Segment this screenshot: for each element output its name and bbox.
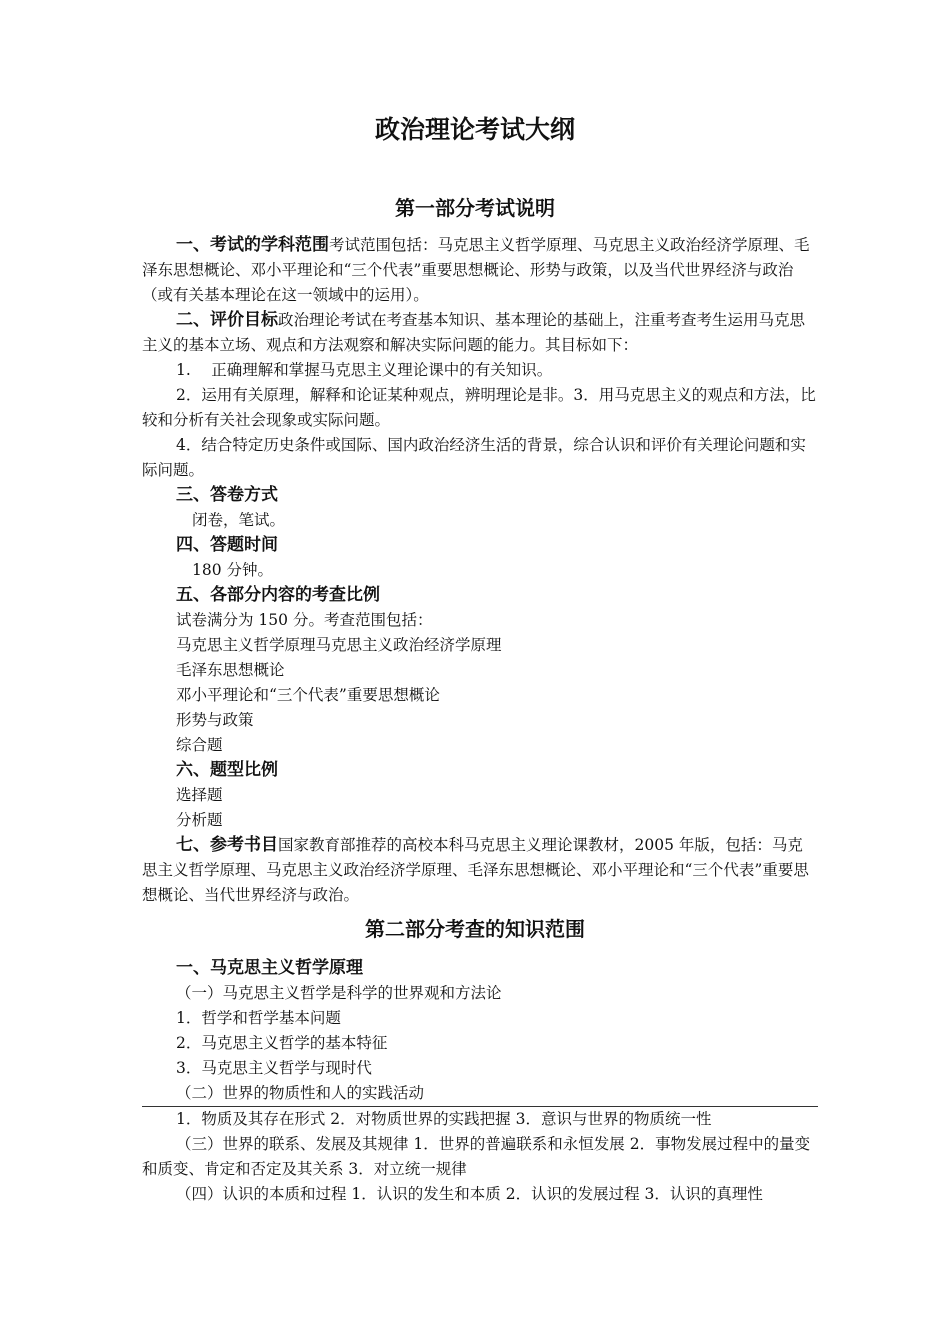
section-5-heading: 五、各部分内容的考查比例 [176, 585, 380, 605]
section-5-line: 形势与政策 [176, 711, 254, 729]
part2-item: 2．马克思主义哲学的基本特征 [176, 1034, 388, 1052]
section-6-heading: 六、题型比例 [176, 760, 278, 780]
section-1-heading: 一、考试的学科范围 [176, 235, 329, 255]
part2-subsection-1: （一）马克思主义哲学是科学的世界观和方法论 [176, 984, 502, 1002]
part2-body [142, 956, 818, 1207]
section-7 [142, 833, 818, 908]
goal-1: 1. 正确理解和掌握马克思主义理论课中的有关知识。 [176, 361, 553, 379]
section-5-line: 邓小平理论和“三个代表”重要思想概论 [176, 686, 440, 704]
goal-3: 4．结合特定历史条件或国际、国内政治经济生活的背景，综合认识和评价有关理论问题和实际问题。 [142, 436, 806, 479]
section-3-heading: 三、答卷方式 [176, 485, 278, 505]
section-5-line: 综合题 [176, 736, 223, 754]
section-2 [142, 308, 818, 358]
section-2-heading: 二、评价目标 [176, 310, 278, 330]
part2-line-b: （三）世界的联系、发展及其规律 1．世界的普遍联系和永恒发展 2．事物发展过程中的量变和质变、肯定和否定及其关系 3．对立统一规律 [142, 1135, 811, 1178]
section-6-line: 选择题 [176, 786, 223, 804]
section-7-heading: 七、参考书目 [176, 835, 278, 855]
section-5-line: 马克思主义哲学原理马克思主义政治经济学原理 [176, 636, 502, 654]
part2-subsection-2: （二）世界的物质性和人的实践活动 [176, 1084, 425, 1102]
section-1-text: 考试范围包括：马克思主义哲学原理、马克思主义政治经济学原理、毛泽东思想概论、邓小平理论和“三个代表”重要思想概论、形势与政策，以及当代世界经济与政治（或有关基本理论在这一领域中的运用）。 [142, 236, 810, 304]
goal-2: 2．运用有关原理，解释和论证某种观点，辨明理论是非。3．用马克思主义的观点和方法，比较和分析有关社会现象或实际问题。 [142, 386, 816, 429]
section-5-line: 毛泽东思想概论 [176, 661, 285, 679]
section-2-text: 政治理论考试在考查基本知识、基本理论的基础上，注重考查考生运用马克思主义的基本立场、观点和方法观察和解决实际问题的能力。其目标如下： [142, 311, 806, 354]
part2-title: 第二部分考查的知识范围 [365, 917, 585, 941]
section-6-line: 分析题 [176, 811, 223, 829]
section-5-line: 试卷满分为 150 分。考查范围包括： [176, 611, 433, 629]
section-3-text: 闭卷，笔试。 [192, 511, 286, 529]
part2-line-c: （四）认识的本质和过程 1．认识的发生和本质 2．认识的发展过程 3．认识的真理性 [176, 1185, 763, 1203]
part1-body [142, 233, 818, 908]
part2-item: 1．哲学和哲学基本问题 [176, 1009, 341, 1027]
section-7-text: 国家教育部推荐的高校本科马克思主义理论课教材，2005 年版，包括：马克思主义哲学原理、马克思主义政治经济学原理、毛泽东思想概论、邓小平理论和“三个代表”重要思想概论、当代世界经济与政治。 [142, 836, 809, 904]
section-4-text: 180 分钟。 [192, 561, 274, 579]
part2-heading-1: 一、马克思主义哲学原理 [176, 958, 363, 978]
document-title: 政治理论考试大纲 [374, 115, 575, 144]
part2-line-a: 1．物质及其存在形式 2．对物质世界的实践把握 3．意识与世界的物质统一性 [176, 1110, 712, 1128]
section-4-heading: 四、答题时间 [176, 535, 278, 555]
part1-title: 第一部分考试说明 [395, 196, 555, 220]
section-1 [142, 233, 818, 308]
part2-item: 3．马克思主义哲学与现时代 [176, 1059, 372, 1077]
